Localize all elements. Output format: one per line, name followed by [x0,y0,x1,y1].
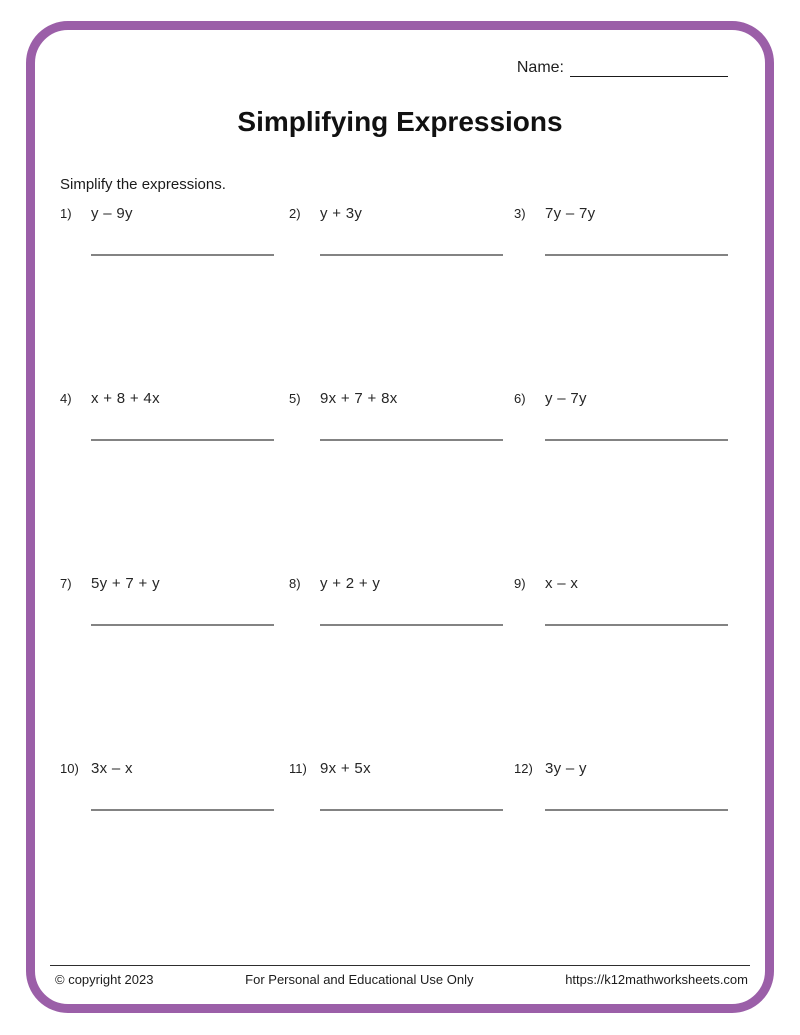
problem-item-2 [289,205,514,390]
page-title: Simplifying Expressions [237,106,563,137]
answer-blank-line [320,809,503,811]
problem-item-1 [60,205,289,390]
footer-copyright: © copyright 2023 [55,972,154,987]
answer-blank-line [545,254,728,256]
problem-item-11 [289,760,514,945]
problem-expression: 3y – y [545,760,587,777]
problem-number: 8) [289,576,301,591]
answer-blank-line [91,809,274,811]
problem-item-5 [289,390,514,575]
problem-item-7 [60,575,289,760]
problem-number: 1) [60,206,72,221]
answer-blank-line [545,809,728,811]
problem-expression: 9x + 5x [320,760,371,777]
problem-number: 2) [289,206,301,221]
problem-expression: y – 9y [91,205,133,222]
problem-expression: x + 8 + 4x [91,390,160,407]
answer-blank-line [91,439,274,441]
name-field-row [517,58,728,77]
problem-expression: y – 7y [545,390,587,407]
problem-expression: 5y + 7 + y [91,575,160,592]
footer [55,972,748,987]
problem-number: 10) [60,761,79,776]
footer-divider [50,965,750,966]
problem-number: 11) [289,761,307,776]
answer-blank-line [545,439,728,441]
problem-item-9 [514,575,730,760]
problem-item-8 [289,575,514,760]
problem-item-3 [514,205,730,390]
problem-number: 4) [60,391,72,406]
answer-blank-line [91,254,274,256]
instruction-text: Simplify the expressions. [60,176,226,193]
problem-expression: 9x + 7 + 8x [320,390,398,407]
answer-blank-line [91,624,274,626]
problem-expression: x – x [545,575,579,592]
problems-grid [60,205,730,945]
problem-number: 5) [289,391,301,406]
answer-blank-line [320,439,503,441]
problem-item-12 [514,760,730,945]
answer-blank-line [320,254,503,256]
problem-expression: 3x – x [91,760,133,777]
name-label: Name: [516,59,564,76]
problem-number: 7) [60,576,72,591]
answer-blank-line [545,624,728,626]
problem-item-6 [514,390,730,575]
name-blank-line [570,58,728,77]
problem-expression: y + 2 + y [320,575,381,592]
footer-usage-text: For Personal and Educational Use Only [245,972,474,987]
problem-number: 9) [514,576,526,591]
problem-expression: 7y – 7y [545,205,596,222]
answer-blank-line [320,624,503,626]
footer-url: https://k12mathworksheets.com [565,972,748,987]
problem-number: 6) [514,391,526,406]
problem-number: 3) [514,206,526,221]
problem-expression: y + 3y [320,205,363,222]
problem-number: 12) [514,761,533,776]
problem-item-10 [60,760,289,945]
problem-item-4 [60,390,289,575]
